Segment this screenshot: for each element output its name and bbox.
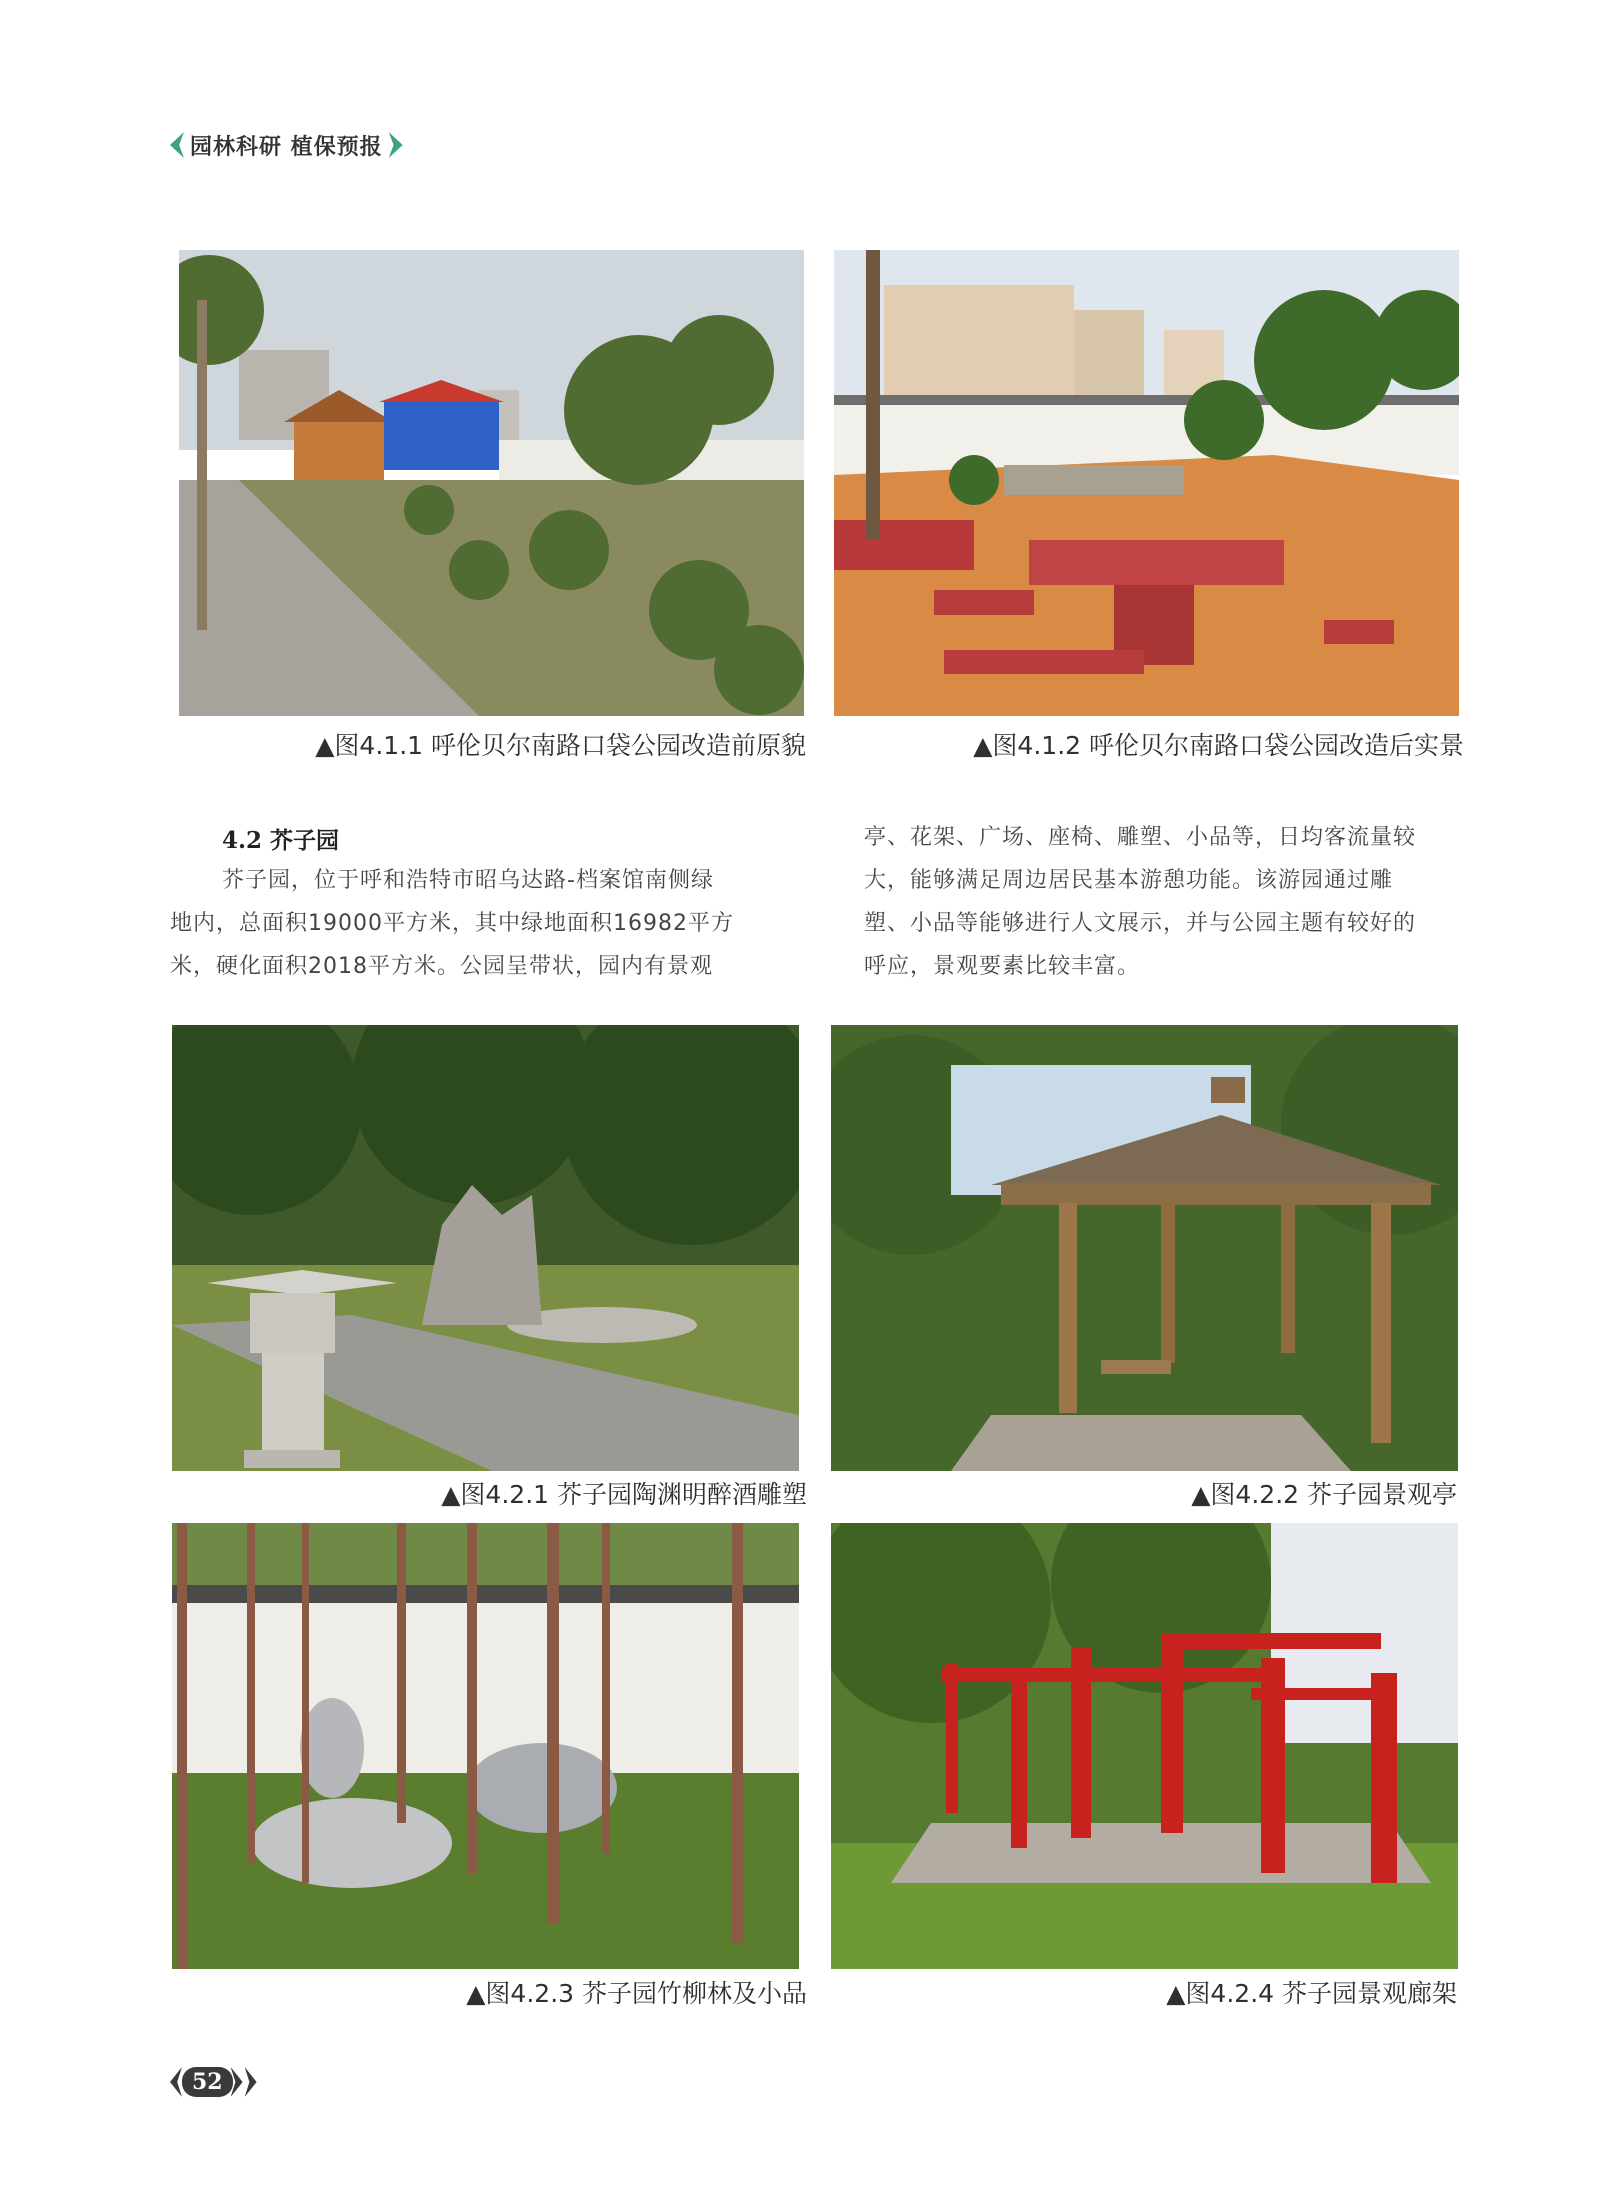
paragraph-line: 大，能够满足周边居民基本游憩功能。该游园通过雕 <box>864 868 1394 893</box>
chevron-left-icon <box>170 132 184 158</box>
photo-4-2-3 <box>172 1523 799 1969</box>
paragraph-line: 米，硬化面积2018平方米。公园呈带状，园内有景观 <box>170 954 713 979</box>
running-header-title: 园林科研 植保预报 <box>190 134 383 160</box>
photo-4-2-2 <box>831 1025 1458 1471</box>
section-heading: 4.2 芥子园 <box>222 827 340 854</box>
chevron-right-icon <box>245 2067 257 2097</box>
paragraph-right-column <box>864 816 1416 988</box>
figure-caption: ▲图4.2.4 芥子园景观廊架 <box>1166 1979 1457 2008</box>
paragraph-left-column <box>170 859 734 988</box>
chevron-right-icon <box>389 132 403 158</box>
chevron-left-icon <box>170 2067 182 2097</box>
figure-caption: ▲图4.2.3 芥子园竹柳林及小品 <box>466 1979 807 2008</box>
photo-4-1-1 <box>179 250 804 716</box>
figure-caption: ▲图4.2.2 芥子园景观亭 <box>1191 1480 1457 1509</box>
figure-caption: ▲图4.1.1 呼伦贝尔南路口袋公园改造前原貌 <box>315 731 806 760</box>
paragraph-line: 呼应，景观要素比较丰富。 <box>864 954 1141 979</box>
page-number: 52 <box>182 2067 233 2097</box>
photo-4-2-4 <box>831 1523 1458 1969</box>
paragraph-line: 塑、小品等能够进行人文展示，并与公园主题有较好的 <box>864 911 1417 936</box>
photo-4-2-1 <box>172 1025 799 1471</box>
page-number-badge <box>170 2062 257 2102</box>
paragraph-line: 亭、花架、广场、座椅、雕塑、小品等，日均客流量较 <box>864 825 1417 850</box>
photo-4-1-2 <box>834 250 1459 716</box>
paragraph-line: 地内，总面积19000平方米，其中绿地面积16982平方 <box>170 911 734 936</box>
figure-caption: ▲图4.2.1 芥子园陶渊明醉酒雕塑 <box>441 1480 807 1509</box>
running-header <box>170 128 403 162</box>
figure-caption: ▲图4.1.2 呼伦贝尔南路口袋公园改造后实景 <box>973 731 1464 760</box>
paragraph-line: 芥子园，位于呼和浩特市昭乌达路-档案馆南侧绿 <box>222 868 714 893</box>
